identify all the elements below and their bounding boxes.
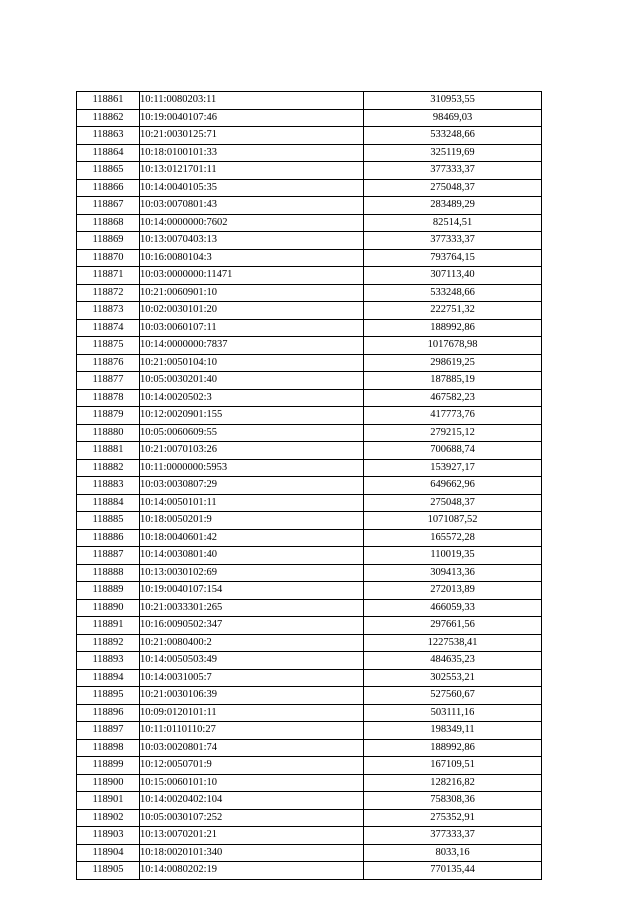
amount-cell: 222751,32 (364, 302, 542, 320)
table-row (77, 757, 542, 775)
row-id-cell: 118875 (77, 337, 140, 355)
row-id-cell: 118867 (77, 197, 140, 215)
cadastral-number-cell: 10:14:0000000:7602 (140, 214, 364, 232)
cadastral-number-cell: 10:21:0060901:10 (140, 284, 364, 302)
cadastral-number-cell: 10:03:0070801:43 (140, 197, 364, 215)
table-row (77, 809, 542, 827)
row-id-cell: 118871 (77, 267, 140, 285)
data-table (76, 91, 542, 880)
amount-cell: 325119,69 (364, 144, 542, 162)
row-id-cell: 118877 (77, 372, 140, 390)
amount-cell: 98469,03 (364, 109, 542, 127)
amount-cell: 82514,51 (364, 214, 542, 232)
cadastral-number-cell: 10:13:0121701:11 (140, 162, 364, 180)
table-row (77, 617, 542, 635)
table-row (77, 389, 542, 407)
table-body (77, 92, 542, 880)
table-row (77, 284, 542, 302)
cadastral-number-cell: 10:02:0030101:20 (140, 302, 364, 320)
row-id-cell: 118884 (77, 494, 140, 512)
cadastral-number-cell: 10:12:0020901:155 (140, 407, 364, 425)
table-row (77, 669, 542, 687)
cadastral-number-cell: 10:21:0030125:71 (140, 127, 364, 145)
amount-cell: 377333,37 (364, 162, 542, 180)
table-row (77, 774, 542, 792)
table-row (77, 687, 542, 705)
table-row (77, 162, 542, 180)
table-row (77, 109, 542, 127)
row-id-cell: 118873 (77, 302, 140, 320)
cadastral-number-cell: 10:21:0070103:26 (140, 442, 364, 460)
table-row (77, 634, 542, 652)
row-id-cell: 118896 (77, 704, 140, 722)
amount-cell: 188992,86 (364, 319, 542, 337)
amount-cell: 466059,33 (364, 599, 542, 617)
cadastral-number-cell: 10:18:0040601:42 (140, 529, 364, 547)
row-id-cell: 118866 (77, 179, 140, 197)
cadastral-number-cell: 10:03:0000000:11471 (140, 267, 364, 285)
table-row (77, 267, 542, 285)
table-row (77, 494, 542, 512)
table-row (77, 722, 542, 740)
row-id-cell: 118865 (77, 162, 140, 180)
row-id-cell: 118897 (77, 722, 140, 740)
row-id-cell: 118870 (77, 249, 140, 267)
amount-cell: 153927,17 (364, 459, 542, 477)
row-id-cell: 118878 (77, 389, 140, 407)
row-id-cell: 118895 (77, 687, 140, 705)
table-row (77, 197, 542, 215)
row-id-cell: 118900 (77, 774, 140, 792)
cadastral-number-cell: 10:19:0040107:46 (140, 109, 364, 127)
cadastral-number-cell: 10:19:0040107:154 (140, 582, 364, 600)
table-row (77, 547, 542, 565)
table-row (77, 407, 542, 425)
table-row (77, 599, 542, 617)
cadastral-number-cell: 10:21:0080400:2 (140, 634, 364, 652)
row-id-cell: 118893 (77, 652, 140, 670)
table-row (77, 179, 542, 197)
amount-cell: 128216,82 (364, 774, 542, 792)
row-id-cell: 118879 (77, 407, 140, 425)
table-row (77, 459, 542, 477)
amount-cell: 298619,25 (364, 354, 542, 372)
amount-cell: 649662,96 (364, 477, 542, 495)
row-id-cell: 118881 (77, 442, 140, 460)
row-id-cell: 118890 (77, 599, 140, 617)
cadastral-number-cell: 10:14:0020402:104 (140, 792, 364, 810)
cadastral-number-cell: 10:05:0060609:55 (140, 424, 364, 442)
row-id-cell: 118883 (77, 477, 140, 495)
cadastral-number-cell: 10:18:0020101:340 (140, 844, 364, 862)
table-row (77, 844, 542, 862)
row-id-cell: 118898 (77, 739, 140, 757)
amount-cell: 110019,35 (364, 547, 542, 565)
table-row (77, 127, 542, 145)
cadastral-number-cell: 10:03:0020801:74 (140, 739, 364, 757)
row-id-cell: 118880 (77, 424, 140, 442)
row-id-cell: 118891 (77, 617, 140, 635)
cadastral-number-cell: 10:05:0030201:40 (140, 372, 364, 390)
amount-cell: 279215,12 (364, 424, 542, 442)
amount-cell: 1227538,41 (364, 634, 542, 652)
amount-cell: 198349,11 (364, 722, 542, 740)
cadastral-number-cell: 10:16:0090502:347 (140, 617, 364, 635)
cadastral-number-cell: 10:16:0080104:3 (140, 249, 364, 267)
amount-cell: 533248,66 (364, 284, 542, 302)
cadastral-number-cell: 10:05:0030107:252 (140, 809, 364, 827)
amount-cell: 309413,36 (364, 564, 542, 582)
table-row (77, 792, 542, 810)
amount-cell: 275048,37 (364, 179, 542, 197)
table-row (77, 477, 542, 495)
row-id-cell: 118902 (77, 809, 140, 827)
amount-cell: 377333,37 (364, 232, 542, 250)
table-row (77, 424, 542, 442)
amount-cell: 275048,37 (364, 494, 542, 512)
row-id-cell: 118892 (77, 634, 140, 652)
cadastral-number-cell: 10:13:0070201:21 (140, 827, 364, 845)
cadastral-number-cell: 10:11:0080203:11 (140, 92, 364, 110)
table-row (77, 232, 542, 250)
cadastral-number-cell: 10:14:0050503:49 (140, 652, 364, 670)
amount-cell: 167109,51 (364, 757, 542, 775)
row-id-cell: 118904 (77, 844, 140, 862)
row-id-cell: 118885 (77, 512, 140, 530)
row-id-cell: 118863 (77, 127, 140, 145)
table-row (77, 372, 542, 390)
row-id-cell: 118882 (77, 459, 140, 477)
row-id-cell: 118901 (77, 792, 140, 810)
row-id-cell: 118889 (77, 582, 140, 600)
amount-cell: 417773,76 (364, 407, 542, 425)
amount-cell: 272013,89 (364, 582, 542, 600)
row-id-cell: 118868 (77, 214, 140, 232)
cadastral-number-cell: 10:15:0060101:10 (140, 774, 364, 792)
cadastral-number-cell: 10:13:0070403:13 (140, 232, 364, 250)
cadastral-number-cell: 10:14:0050101:11 (140, 494, 364, 512)
table-row (77, 529, 542, 547)
cadastral-number-cell: 10:21:0030106:39 (140, 687, 364, 705)
table-row (77, 442, 542, 460)
cadastral-number-cell: 10:21:0050104:10 (140, 354, 364, 372)
amount-cell: 484635,23 (364, 652, 542, 670)
amount-cell: 275352,91 (364, 809, 542, 827)
amount-cell: 302553,21 (364, 669, 542, 687)
row-id-cell: 118869 (77, 232, 140, 250)
table-row (77, 512, 542, 530)
amount-cell: 700688,74 (364, 442, 542, 460)
row-id-cell: 118876 (77, 354, 140, 372)
amount-cell: 1017678,98 (364, 337, 542, 355)
table-row (77, 564, 542, 582)
table-row (77, 302, 542, 320)
table-row (77, 582, 542, 600)
table-row (77, 862, 542, 880)
cadastral-number-cell: 10:11:0000000:5953 (140, 459, 364, 477)
amount-cell: 187885,19 (364, 372, 542, 390)
row-id-cell: 118888 (77, 564, 140, 582)
row-id-cell: 118861 (77, 92, 140, 110)
row-id-cell: 118899 (77, 757, 140, 775)
amount-cell: 310953,55 (364, 92, 542, 110)
cadastral-number-cell: 10:14:0080202:19 (140, 862, 364, 880)
row-id-cell: 118886 (77, 529, 140, 547)
table-row (77, 337, 542, 355)
table-row (77, 704, 542, 722)
cadastral-number-cell: 10:03:0060107:11 (140, 319, 364, 337)
table-row (77, 652, 542, 670)
row-id-cell: 118862 (77, 109, 140, 127)
amount-cell: 283489,29 (364, 197, 542, 215)
amount-cell: 770135,44 (364, 862, 542, 880)
amount-cell: 1071087,52 (364, 512, 542, 530)
amount-cell: 188992,86 (364, 739, 542, 757)
cadastral-number-cell: 10:12:0050701:9 (140, 757, 364, 775)
table-row (77, 354, 542, 372)
row-id-cell: 118864 (77, 144, 140, 162)
table-row (77, 214, 542, 232)
amount-cell: 307113,40 (364, 267, 542, 285)
table-row (77, 92, 542, 110)
cadastral-number-cell: 10:14:0031005:7 (140, 669, 364, 687)
cadastral-number-cell: 10:14:0040105:35 (140, 179, 364, 197)
cadastral-number-cell: 10:18:0050201:9 (140, 512, 364, 530)
amount-cell: 8033,16 (364, 844, 542, 862)
cadastral-number-cell: 10:03:0030807:29 (140, 477, 364, 495)
cadastral-number-cell: 10:14:0020502:3 (140, 389, 364, 407)
table-row (77, 827, 542, 845)
table-row (77, 249, 542, 267)
row-id-cell: 118887 (77, 547, 140, 565)
amount-cell: 297661,56 (364, 617, 542, 635)
amount-cell: 165572,28 (364, 529, 542, 547)
row-id-cell: 118872 (77, 284, 140, 302)
row-id-cell: 118874 (77, 319, 140, 337)
amount-cell: 503111,16 (364, 704, 542, 722)
amount-cell: 527560,67 (364, 687, 542, 705)
table-row (77, 739, 542, 757)
amount-cell: 793764,15 (364, 249, 542, 267)
table-row (77, 319, 542, 337)
cadastral-number-cell: 10:18:0100101:33 (140, 144, 364, 162)
amount-cell: 377333,37 (364, 827, 542, 845)
amount-cell: 467582,23 (364, 389, 542, 407)
cadastral-number-cell: 10:21:0033301:265 (140, 599, 364, 617)
cadastral-number-cell: 10:14:0030801:40 (140, 547, 364, 565)
cadastral-number-cell: 10:11:0110110:27 (140, 722, 364, 740)
amount-cell: 758308,36 (364, 792, 542, 810)
row-id-cell: 118894 (77, 669, 140, 687)
row-id-cell: 118903 (77, 827, 140, 845)
row-id-cell: 118905 (77, 862, 140, 880)
cadastral-number-cell: 10:13:0030102:69 (140, 564, 364, 582)
table-row (77, 144, 542, 162)
amount-cell: 533248,66 (364, 127, 542, 145)
cadastral-number-cell: 10:09:0120101:11 (140, 704, 364, 722)
cadastral-number-cell: 10:14:0000000:7837 (140, 337, 364, 355)
